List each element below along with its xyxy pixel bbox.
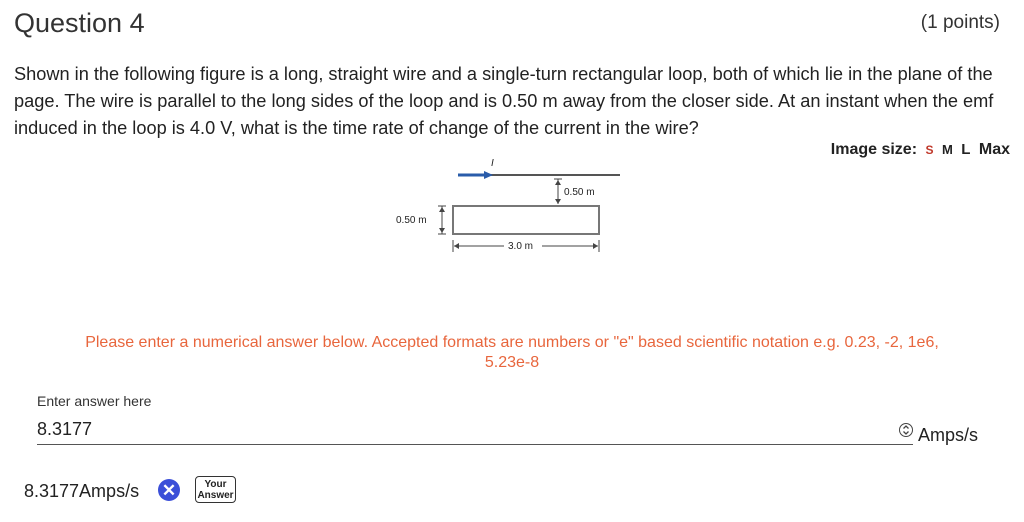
answer-unit: Amps/s <box>918 425 979 445</box>
instructions-line-2: 5.23e-8 <box>484 354 540 371</box>
your-answer-badge[interactable] <box>195 476 236 503</box>
length-arrow-left-icon <box>454 243 459 249</box>
height-label: 0.50 m <box>396 215 427 226</box>
image-size-small[interactable]: S <box>925 143 934 157</box>
current-arrow-icon <box>484 171 493 179</box>
instructions-line-1: Please enter a numerical answer below. Accepted formats are numbers or "e" based scientific notation e.g. 0.23, -2, 1e6, <box>85 334 939 351</box>
x-icon: ✕ <box>158 479 180 501</box>
your-answer-line-1: Your <box>204 479 227 490</box>
image-size-selector <box>831 141 1010 159</box>
your-answer-line-2: Answer <box>197 490 234 501</box>
rectangular-loop <box>453 206 599 234</box>
answer-label: Enter answer here <box>37 393 152 409</box>
gap-label: 0.50 m <box>564 187 595 198</box>
answer-input[interactable] <box>37 414 913 445</box>
submitted-answer: 8.3177Amps/s <box>24 481 140 501</box>
image-size-label: Image size: <box>830 141 918 158</box>
length-arrow-right-icon <box>593 243 598 249</box>
current-label: I <box>491 158 494 169</box>
height-arrow-up-icon <box>439 207 445 212</box>
wire-loop-figure <box>380 150 620 260</box>
image-size-medium[interactable]: M <box>941 142 953 157</box>
image-size-max[interactable]: Max <box>978 141 1010 158</box>
gap-arrow-down-icon <box>555 199 561 204</box>
question-title: Question 4 <box>14 8 145 38</box>
question-points: (1 points) <box>920 12 1000 33</box>
image-size-large[interactable]: L <box>961 141 971 158</box>
length-label: 3.0 m <box>508 241 534 252</box>
gap-arrow-up-icon <box>555 180 561 185</box>
height-arrow-down-icon <box>439 228 445 233</box>
question-text: Shown in the following figure is a long, straight wire and a single-turn rectangular loop, both of which lie in the plane of the page. The wire is parallel to the long sides of the loop and is 0.50 m away from the closer side. At an instant when the emf induced in the loop is 4.0 V, what is the time rate of change of the current in the wire? <box>14 64 994 138</box>
stepper-icon[interactable] <box>899 421 913 439</box>
answer-instructions <box>40 333 984 373</box>
